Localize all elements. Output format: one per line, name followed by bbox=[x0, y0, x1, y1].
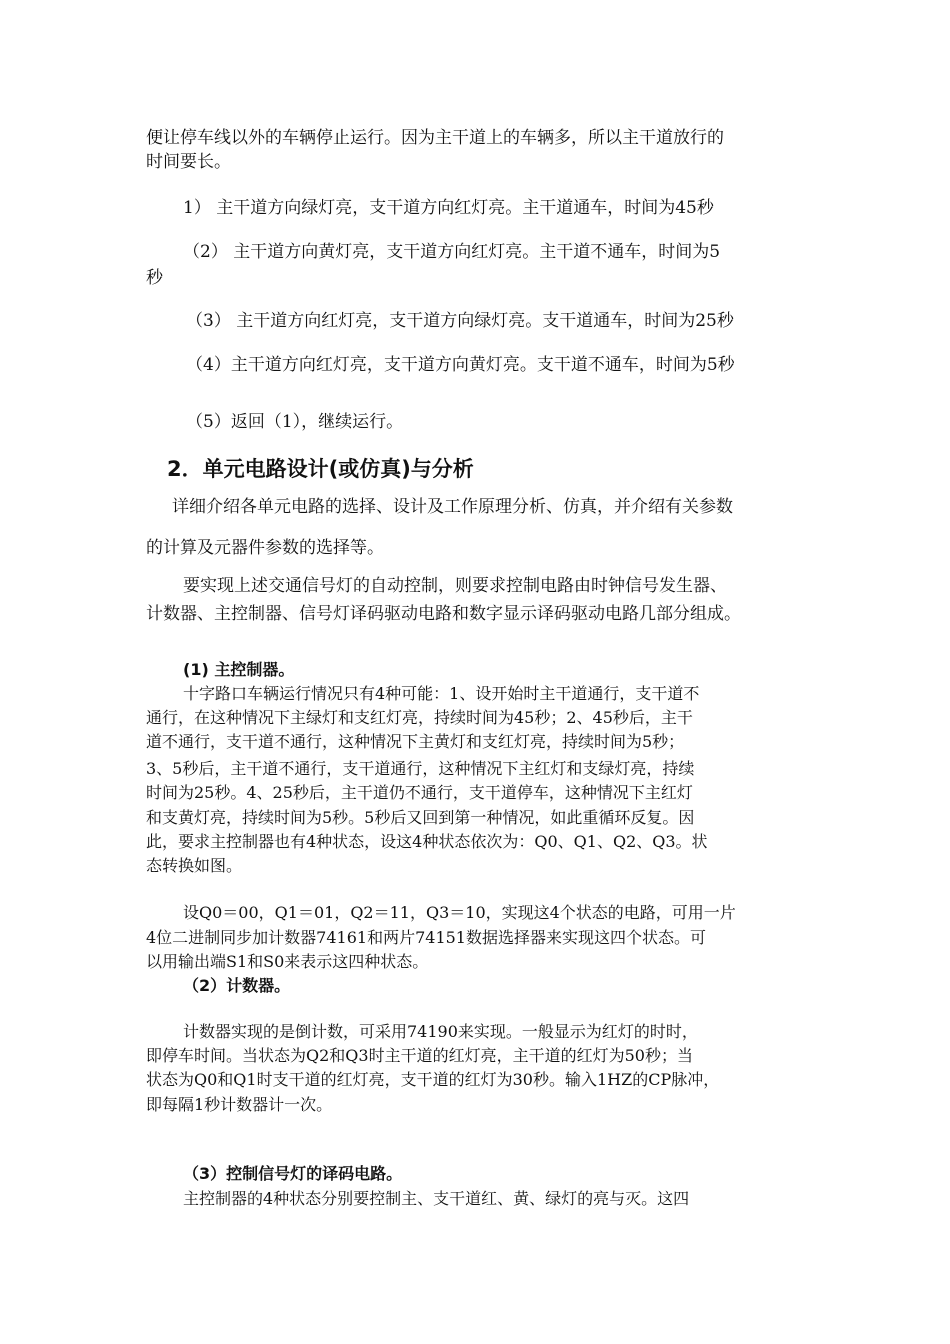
intro-line-2: 时间要长。 bbox=[146, 152, 231, 172]
counter-line-3: 状态为Q0和Q1时支干道的红灯亮，支干道的红灯为30秒。输入1HZ的CP脉冲， bbox=[146, 1070, 720, 1089]
decoder-heading: （3）控制信号灯的译码电路。 bbox=[183, 1164, 403, 1183]
controller-line-5: 时间为25秒。4、25秒后，主干道仍不通行，支干道停车，这种情况下主红灯 bbox=[146, 783, 693, 802]
section-para-1-line-1: 详细介绍各单元电路的选择、设计及工作原理分析、仿真，并介绍有关参数 bbox=[172, 497, 733, 517]
controller-para-2-line-3: 以用输出端S1和S0来表示这四种状态。 bbox=[146, 952, 429, 971]
state-2-continued: 秒 bbox=[146, 268, 163, 288]
decoder-line-1: 主控制器的4种状态分别要控制主、支干道红、黄、绿灯的亮与灭。这四 bbox=[183, 1189, 690, 1208]
controller-heading: (1) 主控制器。 bbox=[183, 660, 295, 679]
counter-line-2: 即停车时间。当状态为Q2和Q3时主干道的红灯亮，主干道的红灯为50秒；当 bbox=[146, 1046, 693, 1065]
controller-line-7: 此，要求主控制器也有4种状态，设这4种状态依次为：Q0、Q1、Q2、Q3。状 bbox=[146, 832, 708, 851]
counter-heading: （2）计数器。 bbox=[183, 976, 291, 995]
controller-para-2-line-2: 4位二进制同步加计数器74161和两片74151数据选择器来实现这四个状态。可 bbox=[146, 928, 706, 947]
intro-line-1: 便让停车线以外的车辆停止运行。因为主干道上的车辆多，所以主干道放行的 bbox=[146, 128, 724, 148]
state-1: 1） 主干道方向绿灯亮，支干道方向红灯亮。主干道通车，时间为45秒 bbox=[183, 198, 714, 218]
counter-line-1: 计数器实现的是倒计数，可采用74190来实现。一般显示为红灯的时时， bbox=[183, 1022, 698, 1041]
state-4: （4）主干道方向红灯亮，支干道方向黄灯亮。支干道不通车，时间为5秒 bbox=[186, 355, 735, 375]
controller-line-6: 和支黄灯亮，持续时间为5秒。5秒后又回到第一种情况，如此重循环反复。因 bbox=[146, 808, 695, 827]
controller-para-2-line-1: 设Q0＝00，Q1＝01，Q2＝11，Q3＝10，实现这4个状态的电路，可用一片 bbox=[183, 903, 736, 922]
controller-line-4: 3、5秒后，主干道不通行，支干道通行，这种情况下主红灯和支绿灯亮，持续 bbox=[146, 759, 695, 778]
state-3: （3） 主干道方向红灯亮，支干道方向绿灯亮。支干道通车，时间为25秒 bbox=[186, 311, 734, 331]
section-para-2-line-2: 计数器、主控制器、信号灯译码驱动电路和数字显示译码驱动电路几部分组成。 bbox=[146, 604, 741, 624]
section-para-2-line-1: 要实现上述交通信号灯的自动控制，则要求控制电路由时钟信号发生器、 bbox=[183, 576, 727, 596]
controller-line-1: 十字路口车辆运行情况只有4种可能：1、设开始时主干道通行，支干道不 bbox=[183, 684, 700, 703]
section-heading: 2．单元电路设计(或仿真)与分析 bbox=[167, 457, 474, 481]
counter-line-4: 即每隔1秒计数器计一次。 bbox=[146, 1095, 333, 1114]
controller-line-8: 态转换如图。 bbox=[146, 856, 243, 875]
state-5: （5）返回（1），继续运行。 bbox=[186, 412, 404, 432]
state-2: （2） 主干道方向黄灯亮，支干道方向红灯亮。主干道不通车，时间为5 bbox=[183, 242, 721, 262]
controller-line-2: 通行，在这种情况下主绿灯和支红灯亮，持续时间为45秒；2、45秒后，主干 bbox=[146, 708, 693, 727]
controller-line-3: 道不通行，支干道不通行，这种情况下主黄灯和支红灯亮，持续时间为5秒； bbox=[146, 732, 685, 751]
section-para-1-line-2: 的计算及元器件参数的选择等。 bbox=[146, 538, 384, 558]
